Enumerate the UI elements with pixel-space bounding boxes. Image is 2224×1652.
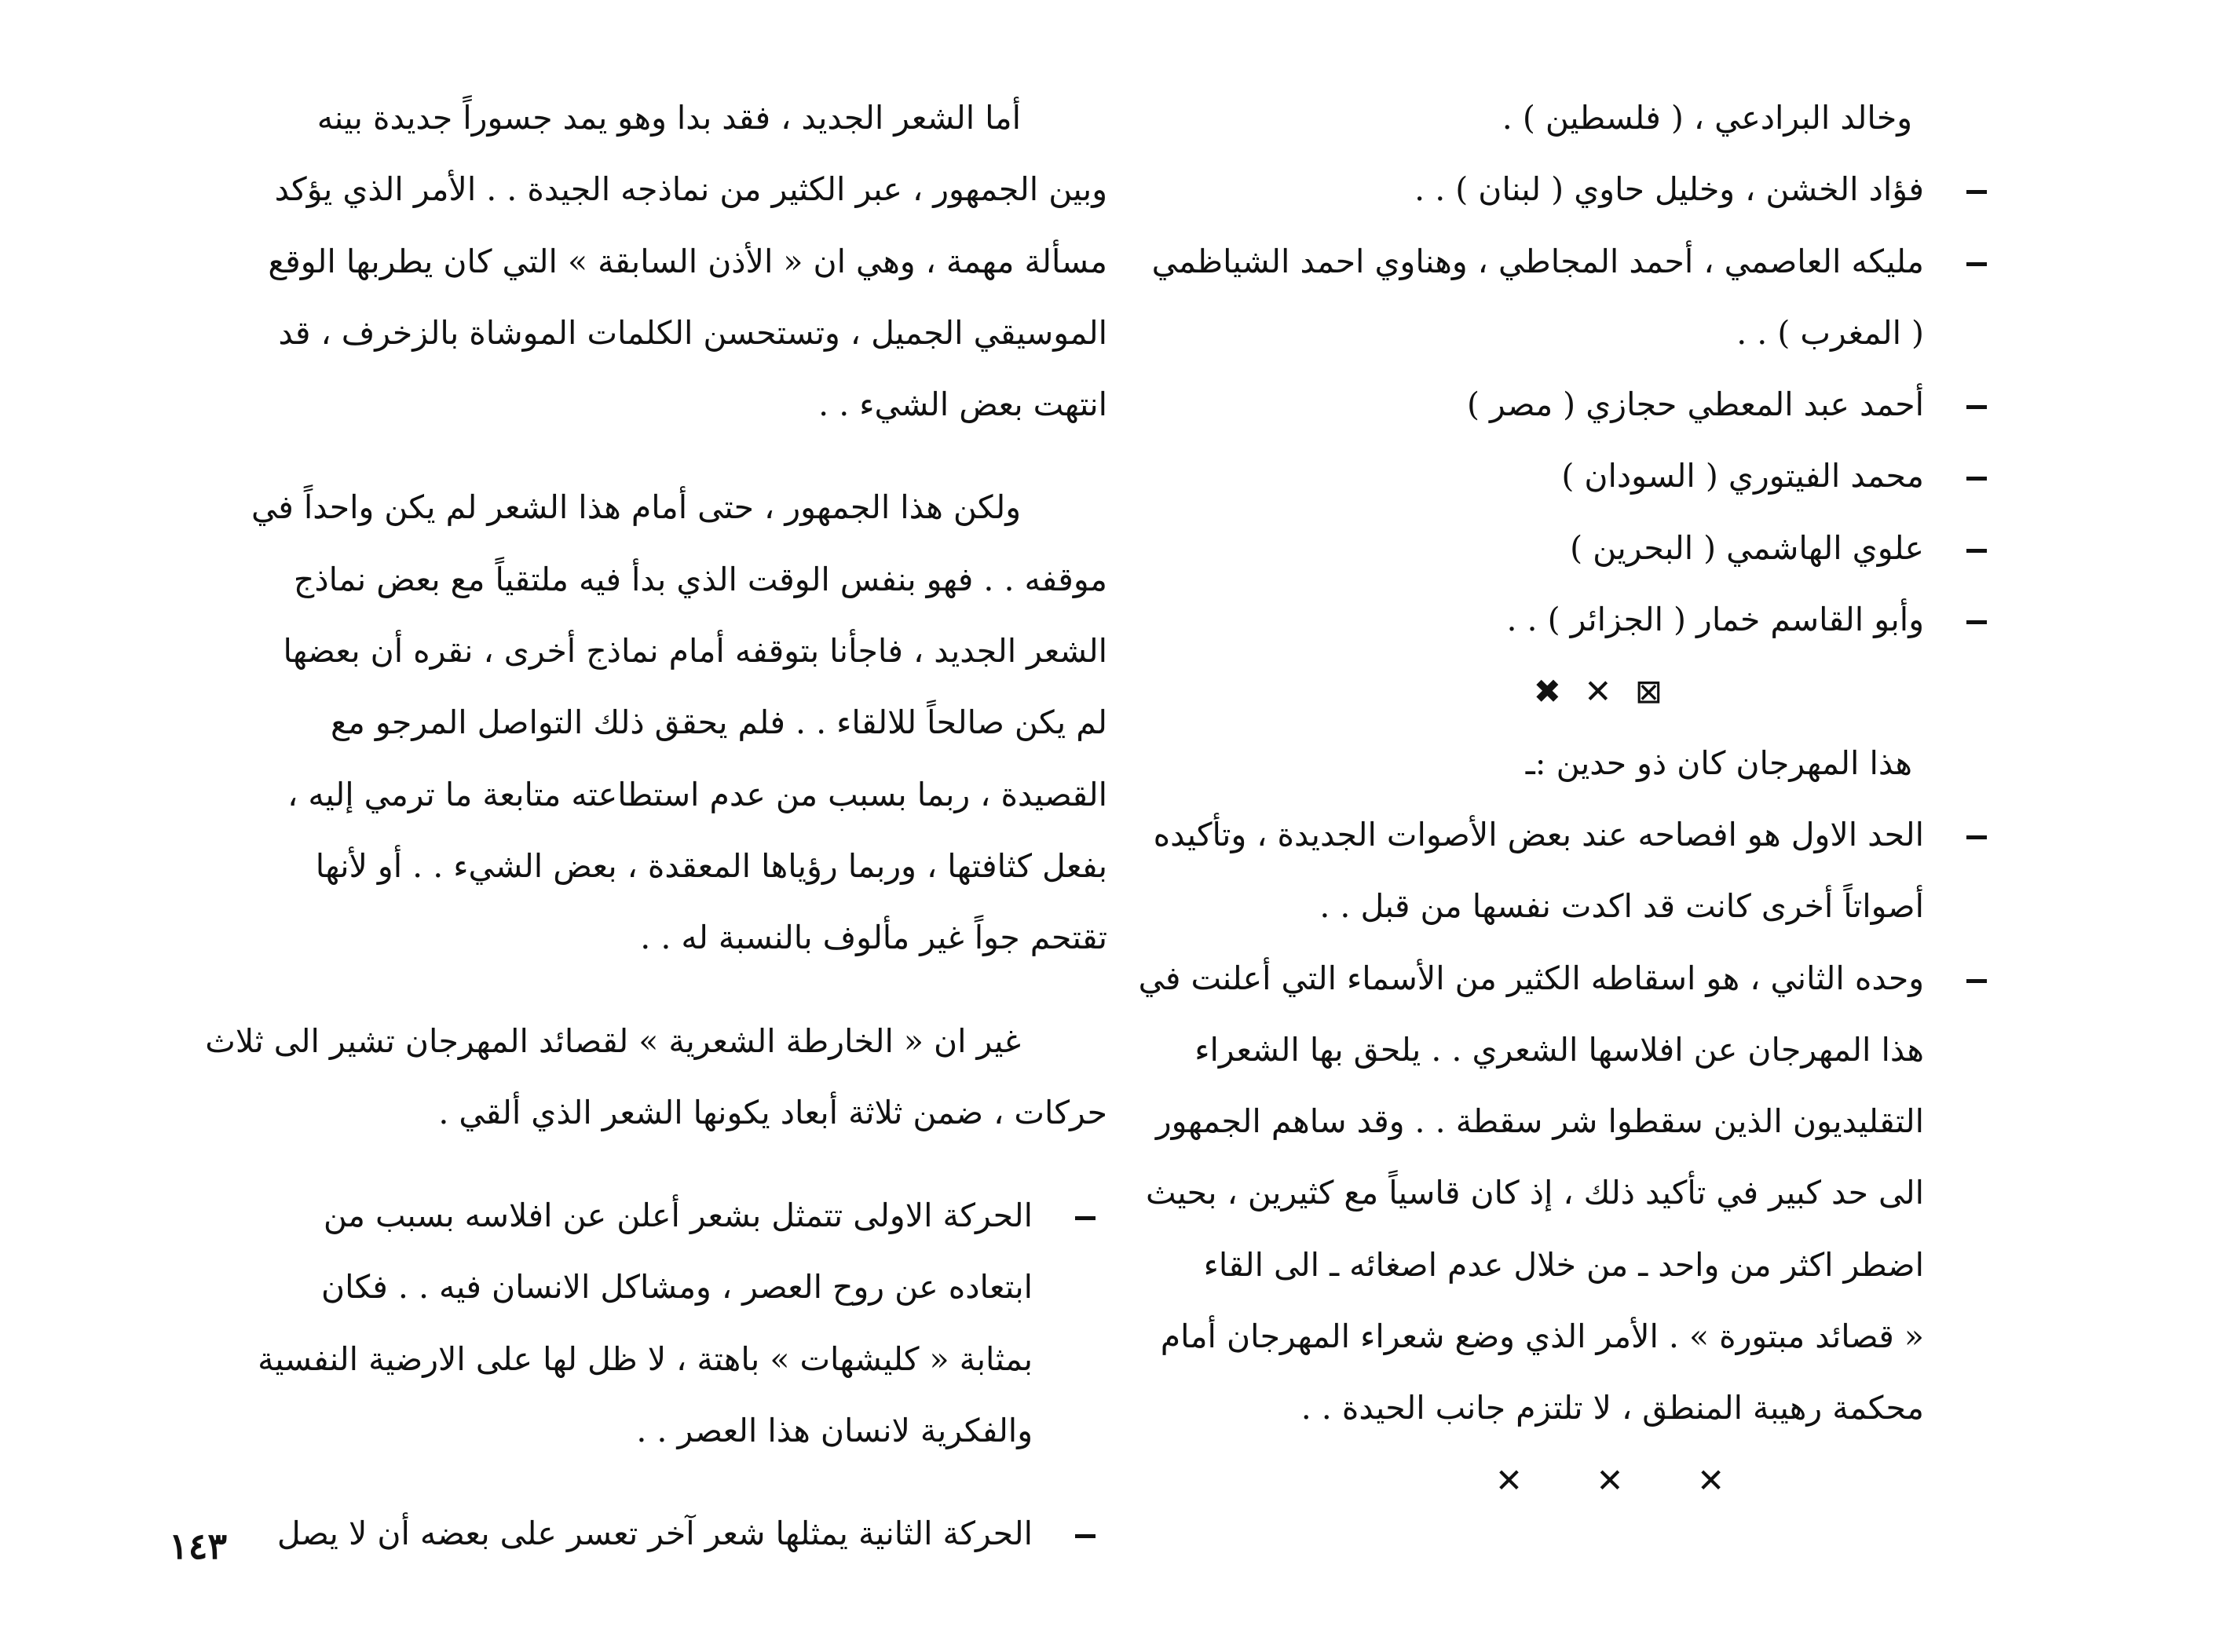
paragraph-line: حركات ، ضمن ثلاثة أبعاد يكونها الشعر الذي ألقي .	[438, 1093, 1107, 1131]
list-item-continuation: ابتعاده عن روح العصر ، ومشاكل الانسان فيه . . فكان	[321, 1268, 1033, 1307]
list-item-continuation: ( المغرب ) . .	[1736, 313, 1924, 352]
list-item: الحد الاول هو افصاحه عند بعض الأصوات الجديدة ، وتأكيده	[1174, 799, 1999, 871]
list-item-continuation: هذا المهرجان عن افلاسها الشعري . . يلحق بها الشعراء	[1194, 1030, 1924, 1069]
list-item-continuation: محكمة رهيبة المنطق ، لا تلتزم جانب الحيدة . .	[1300, 1389, 1924, 1427]
paragraph-line: وبين الجمهور ، عبر الكثير من نماذجه الجيدة . . الأمر الذي يؤكد	[274, 170, 1107, 209]
paragraph-line: الموسيقي الجميل ، وتستحسن الكلمات الموشاة بالزخرف ، قد	[278, 313, 1107, 352]
paragraph-gap	[185, 1467, 1107, 1498]
list-item: الحركة الاولى تتمثل بشعر أعلن عن افلاسه بسبب من	[185, 1180, 1107, 1252]
paragraph-gap	[185, 1149, 1107, 1180]
paragraph-gap	[185, 974, 1107, 1006]
paragraph-line: القصيدة ، ربما بسبب من عدم استطاعته متابعة ما ترمي إليه ،	[287, 775, 1107, 813]
list-item-continuation: اضطر اكثر من واحد ـ من خلال عدم اصغائه ـ الى القاء	[1203, 1245, 1924, 1284]
list-item-continuation: « قصائد مبتورة » . الأمر الذي وضع شعراء المهرجان أمام	[1160, 1318, 1924, 1356]
paragraph-line: الشعر الجديد ، فاجأنا بتوقفه أمام نماذج أخرى ، نقره أن بعضها	[283, 632, 1107, 671]
paragraph-line: مسألة مهمة ، وهي ان « الأذن السابقة » التي كان يطربها الوقع	[268, 242, 1107, 280]
list-item: فؤاد الخشن ، وخليل حاوي ( لبنان ) . .	[1174, 154, 1999, 225]
list-item-continuation: الى حد كبير في تأكيد ذلك ، إذ كان قاسياً مع كثيرين ، بحيث	[1146, 1174, 1924, 1212]
section-separator: ✖ ✕ ⊠	[1533, 672, 1669, 711]
list-item: علوي الهاشمي ( البحرين )	[1174, 513, 1999, 584]
list-item: الحركة الثانية يمثلها شعر آخر تعسر على بعضه أن لا يصل	[185, 1498, 1107, 1570]
list-item-continuation: التقليديون الذين سقطوا شر سقطة . . وقد ساهم الجمهور	[1155, 1102, 1924, 1141]
paragraph-line: موقفه . . فهو بنفس الوقت الذي بدأ فيه ملتقياً مع بعض نماذج	[293, 560, 1107, 598]
list-item: وحده الثاني ، هو اسقاطه الكثير من الأسماء التي أعلنت في	[1174, 943, 1999, 1014]
left-column	[185, 82, 1107, 1570]
text-line: هذا المهرجان كان ذو حدين :ـ	[1525, 744, 1912, 782]
list-item: محمد الفيتوري ( السودان )	[1174, 440, 1999, 512]
paragraph-line: غير ان « الخارطة الشعرية » لقصائد المهرجان تشير الى ثلاث	[205, 1022, 1021, 1060]
list-item-continuation: والفكرية لانسان هذا العصر . .	[636, 1412, 1033, 1450]
list-item: وأبو القاسم خمار ( الجزائر ) . .	[1174, 584, 1999, 656]
paragraph-line: انتهت بعض الشيء . .	[818, 386, 1107, 424]
page-number: ١٤٣	[169, 1525, 228, 1567]
list-item: مليكه العاصمي ، أحمد المجاطي ، وهناوي احمد الشياظمي	[1174, 226, 1999, 298]
paragraph-line: لم يكن صالحاً للالقاء . . فلم يحقق ذلك التواصل المرجو مع	[331, 704, 1107, 742]
paragraph-line: أما الشعر الجديد ، فقد بدا وهو يمد جسوراً جديدة بينه	[316, 99, 1021, 137]
paragraph-line: تقتحم جواً غير مألوف بالنسبة له . .	[640, 919, 1107, 957]
list-item-continuation: بمثابة « كليشهات » باهتة ، لا ظل لها على الارضية النفسية	[258, 1340, 1033, 1378]
list-item-continuation: أصواتاً أخرى كانت قد اكدت نفسها من قبل . .	[1319, 887, 1924, 926]
paragraph-line: بفعل كثافتها ، وربما رؤياها المعقدة ، بعض الشيء . . أو لأنها	[315, 846, 1107, 885]
paragraph-gap	[185, 440, 1107, 472]
text-line: وخالد البرادعي ، ( فلسطين ) .	[1502, 99, 1912, 137]
list-item: أحمد عبد المعطي حجازي ( مصر )	[1174, 369, 1999, 440]
paragraph-line: ولكن هذا الجمهور ، حتى أمام هذا الشعر لم يكن واحداً في	[251, 488, 1021, 527]
right-column	[1138, 82, 1999, 1516]
section-separator: ✕ ✕ ✕	[1494, 1460, 1725, 1500]
